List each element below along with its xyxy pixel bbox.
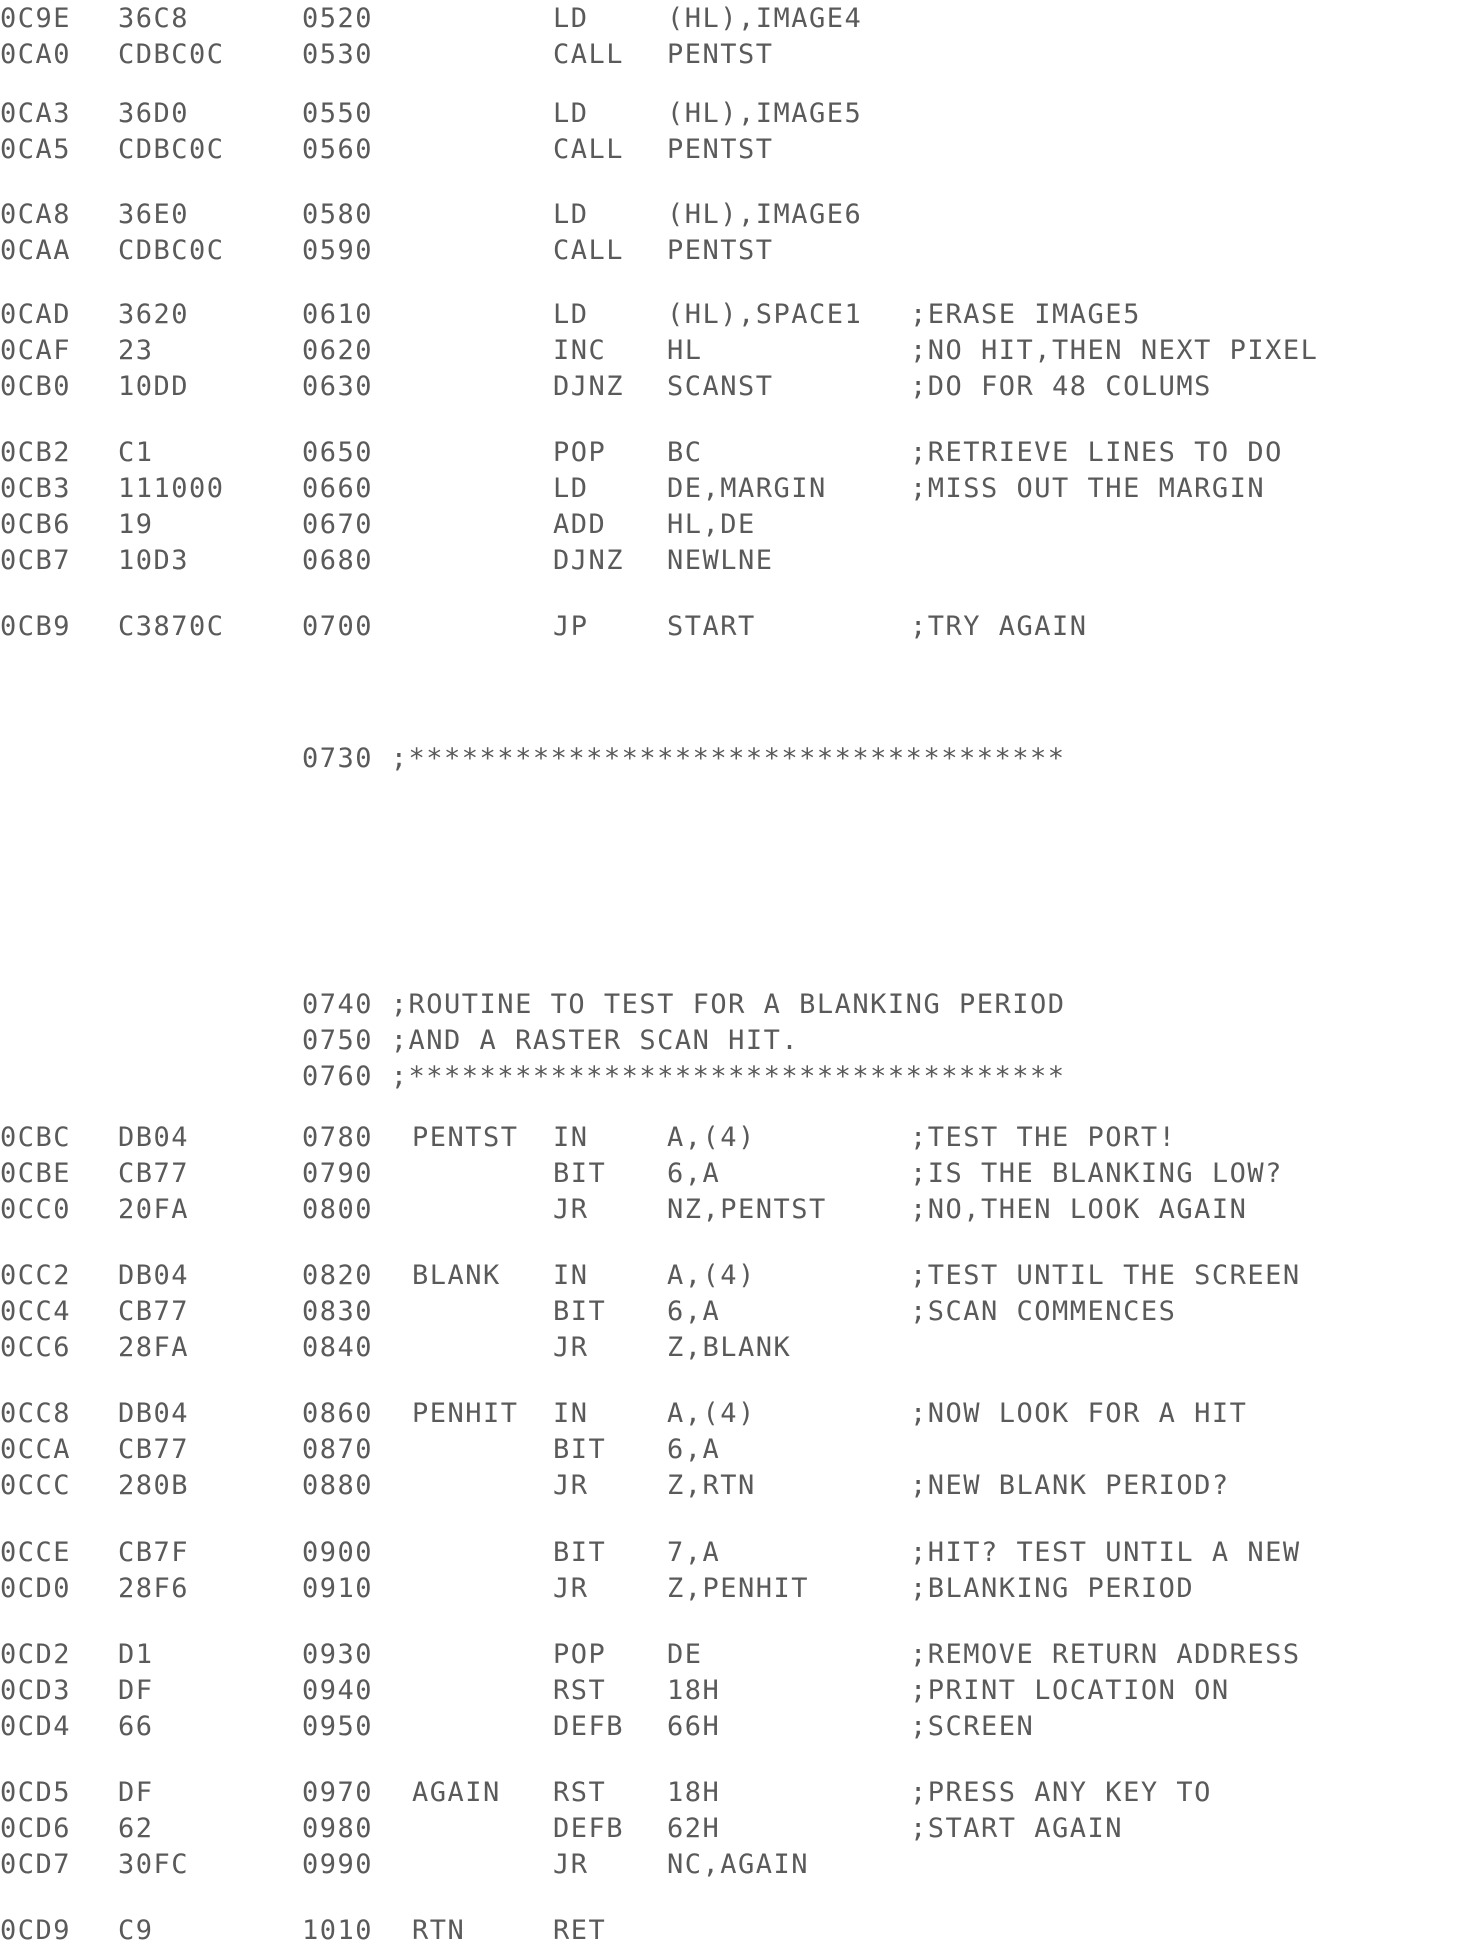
operand: Z,BLANK: [667, 1332, 792, 1363]
operand: 18H: [667, 1675, 721, 1706]
listing-line: [0, 97, 1458, 131]
line-number: 0590: [302, 235, 374, 266]
listing-line: [0, 1710, 1458, 1744]
address: 0CA8: [0, 199, 72, 230]
line-number: 0800: [302, 1194, 374, 1225]
address: 0CD4: [0, 1711, 72, 1742]
address: 0CBE: [0, 1158, 72, 1189]
listing-line: [0, 610, 1458, 644]
address: 0CC0: [0, 1194, 72, 1225]
machine-code: 28F6: [118, 1573, 190, 1604]
opcode: CALL: [553, 235, 625, 266]
line-number: 0820: [302, 1260, 374, 1291]
machine-code: C3870C: [118, 611, 225, 642]
address: 0CA0: [0, 39, 72, 70]
line-number: 0700: [302, 611, 374, 642]
listing-line: [0, 1848, 1458, 1882]
machine-code: 36E0: [118, 199, 190, 230]
machine-code: C9: [118, 1915, 154, 1946]
address: 0CAF: [0, 335, 72, 366]
listing-line: [0, 234, 1458, 268]
machine-code: 36C8: [118, 3, 190, 34]
operand: DE: [667, 1639, 703, 1670]
machine-code: 28FA: [118, 1332, 190, 1363]
operand: 66H: [667, 1711, 721, 1742]
opcode: IN: [553, 1398, 589, 1429]
operand: A,(4): [667, 1398, 756, 1429]
operand: (HL),SPACE1: [667, 299, 863, 330]
address: 0CB0: [0, 371, 72, 402]
opcode: DJNZ: [553, 371, 625, 402]
line-number: 0830: [302, 1296, 374, 1327]
comment: ;SCAN COMMENCES: [910, 1296, 1177, 1327]
label: BLANK: [412, 1260, 501, 1291]
listing-line: [0, 1024, 1458, 1058]
operand: NEWLNE: [667, 545, 774, 576]
opcode: BIT: [553, 1434, 607, 1465]
comment: ;IS THE BLANKING LOW?: [910, 1158, 1283, 1189]
opcode: RST: [553, 1777, 607, 1808]
listing-line: [0, 370, 1458, 404]
comment-line: 0730 ;*************************************: [302, 743, 1066, 774]
operand: HL: [667, 335, 703, 366]
listing-line: [0, 988, 1458, 1022]
line-number: 0580: [302, 199, 374, 230]
listing-line: [0, 1572, 1458, 1606]
operand: A,(4): [667, 1122, 756, 1153]
listing-line: [0, 436, 1458, 470]
machine-code: 36D0: [118, 98, 190, 129]
listing-line: [0, 1674, 1458, 1708]
operand: 7,A: [667, 1537, 721, 1568]
listing-line: [0, 1121, 1458, 1155]
operand: START: [667, 611, 756, 642]
line-number: 0530: [302, 39, 374, 70]
listing-line: [0, 298, 1458, 332]
opcode: IN: [553, 1122, 589, 1153]
comment: ;NO,THEN LOOK AGAIN: [910, 1194, 1248, 1225]
machine-code: DB04: [118, 1398, 190, 1429]
address: 0CD0: [0, 1573, 72, 1604]
machine-code: 30FC: [118, 1849, 190, 1880]
address: 0CB3: [0, 473, 72, 504]
address: 0CD2: [0, 1639, 72, 1670]
address: 0CAD: [0, 299, 72, 330]
operand: PENTST: [667, 235, 774, 266]
comment: ;PRESS ANY KEY TO: [910, 1777, 1212, 1808]
line-number: 0840: [302, 1332, 374, 1363]
opcode: RST: [553, 1675, 607, 1706]
address: 0CB6: [0, 509, 72, 540]
machine-code: 3620: [118, 299, 190, 330]
machine-code: DF: [118, 1675, 154, 1706]
listing-line: [0, 1295, 1458, 1329]
machine-code: 20FA: [118, 1194, 190, 1225]
machine-code: DB04: [118, 1122, 190, 1153]
machine-code: 111000: [118, 473, 225, 504]
machine-code: C1: [118, 437, 154, 468]
machine-code: CDBC0C: [118, 235, 225, 266]
operand: NC,AGAIN: [667, 1849, 810, 1880]
listing-line: [0, 1638, 1458, 1672]
listing-line: [0, 1193, 1458, 1227]
operand: (HL),IMAGE5: [667, 98, 863, 129]
line-number: 0560: [302, 134, 374, 165]
line-number: 0950: [302, 1711, 374, 1742]
address: 0CC8: [0, 1398, 72, 1429]
opcode: CALL: [553, 134, 625, 165]
machine-code: CB77: [118, 1158, 190, 1189]
operand: 6,A: [667, 1434, 721, 1465]
listing-line: [0, 1397, 1458, 1431]
opcode: JR: [553, 1194, 589, 1225]
comment: ;START AGAIN: [910, 1813, 1124, 1844]
address: 0CB9: [0, 611, 72, 642]
operand: A,(4): [667, 1260, 756, 1291]
machine-code: CB77: [118, 1434, 190, 1465]
comment-line: 0740 ;ROUTINE TO TEST FOR A BLANKING PERIOD: [302, 989, 1066, 1020]
comment-line: 0760 ;*************************************: [302, 1061, 1066, 1092]
comment: ;BLANKING PERIOD: [910, 1573, 1195, 1604]
operand: (HL),IMAGE6: [667, 199, 863, 230]
address: 0CD5: [0, 1777, 72, 1808]
line-number: 0520: [302, 3, 374, 34]
address: 0CD7: [0, 1849, 72, 1880]
machine-code: 19: [118, 509, 154, 540]
comment: ;PRINT LOCATION ON: [910, 1675, 1230, 1706]
listing-line: [0, 38, 1458, 72]
listing-line: [0, 1914, 1458, 1948]
opcode: BIT: [553, 1296, 607, 1327]
opcode: JR: [553, 1849, 589, 1880]
address: 0CC2: [0, 1260, 72, 1291]
listing-line: [0, 334, 1458, 368]
comment: ;TEST THE PORT!: [910, 1122, 1177, 1153]
listing-line: [0, 742, 1458, 776]
comment: ;TEST UNTIL THE SCREEN: [910, 1260, 1301, 1291]
operand: SCANST: [667, 371, 774, 402]
listing-line: [0, 1469, 1458, 1503]
line-number: 0970: [302, 1777, 374, 1808]
opcode: DEFB: [553, 1711, 625, 1742]
line-number: 0980: [302, 1813, 374, 1844]
line-number: 0630: [302, 371, 374, 402]
listing-line: [0, 508, 1458, 542]
operand: 6,A: [667, 1158, 721, 1189]
machine-code: 62: [118, 1813, 154, 1844]
line-number: 0790: [302, 1158, 374, 1189]
label: PENHIT: [412, 1398, 519, 1429]
listing-line: [0, 198, 1458, 232]
opcode: LD: [553, 299, 589, 330]
address: 0CC4: [0, 1296, 72, 1327]
line-number: 0990: [302, 1849, 374, 1880]
machine-code: CB7F: [118, 1537, 190, 1568]
machine-code: 10DD: [118, 371, 190, 402]
address: 0CCA: [0, 1434, 72, 1465]
line-number: 1010: [302, 1915, 374, 1946]
listing-line: [0, 1157, 1458, 1191]
comment: ;TRY AGAIN: [910, 611, 1088, 642]
opcode: INC: [553, 335, 607, 366]
machine-code: CDBC0C: [118, 39, 225, 70]
line-number: 0780: [302, 1122, 374, 1153]
opcode: JR: [553, 1573, 589, 1604]
line-number: 0940: [302, 1675, 374, 1706]
machine-code: DF: [118, 1777, 154, 1808]
machine-code: D1: [118, 1639, 154, 1670]
line-number: 0610: [302, 299, 374, 330]
listing-line: [0, 2, 1458, 36]
opcode: DJNZ: [553, 545, 625, 576]
operand: DE,MARGIN: [667, 473, 827, 504]
line-number: 0880: [302, 1470, 374, 1501]
line-number: 0860: [302, 1398, 374, 1429]
opcode: LD: [553, 473, 589, 504]
machine-code: CB77: [118, 1296, 190, 1327]
label: AGAIN: [412, 1777, 501, 1808]
machine-code: 10D3: [118, 545, 190, 576]
opcode: BIT: [553, 1537, 607, 1568]
listing-line: [0, 133, 1458, 167]
address: 0CD6: [0, 1813, 72, 1844]
address: 0CD9: [0, 1915, 72, 1946]
opcode: ADD: [553, 509, 607, 540]
machine-code: 280B: [118, 1470, 190, 1501]
operand: BC: [667, 437, 703, 468]
listing-line: [0, 544, 1458, 578]
opcode: POP: [553, 1639, 607, 1670]
address: 0CD3: [0, 1675, 72, 1706]
listing-line: [0, 472, 1458, 506]
comment: ;MISS OUT THE MARGIN: [910, 473, 1266, 504]
opcode: DEFB: [553, 1813, 625, 1844]
line-number: 0550: [302, 98, 374, 129]
opcode: BIT: [553, 1158, 607, 1189]
opcode: LD: [553, 3, 589, 34]
line-number: 0910: [302, 1573, 374, 1604]
machine-code: CDBC0C: [118, 134, 225, 165]
line-number: 0660: [302, 473, 374, 504]
opcode: IN: [553, 1260, 589, 1291]
label: PENTST: [412, 1122, 519, 1153]
comment: ;NEW BLANK PERIOD?: [910, 1470, 1230, 1501]
address: 0CCE: [0, 1537, 72, 1568]
line-number: 0870: [302, 1434, 374, 1465]
opcode: LD: [553, 199, 589, 230]
machine-code: 23: [118, 335, 154, 366]
comment: ;NOW LOOK FOR A HIT: [910, 1398, 1248, 1429]
address: 0C9E: [0, 3, 72, 34]
line-number: 0620: [302, 335, 374, 366]
operand: HL,DE: [667, 509, 756, 540]
machine-code: 66: [118, 1711, 154, 1742]
address: 0CC6: [0, 1332, 72, 1363]
address: 0CA5: [0, 134, 72, 165]
address: 0CA3: [0, 98, 72, 129]
address: 0CB7: [0, 545, 72, 576]
comment-line: 0750 ;AND A RASTER SCAN HIT.: [302, 1025, 800, 1056]
line-number: 0900: [302, 1537, 374, 1568]
line-number: 0650: [302, 437, 374, 468]
comment: ;SCREEN: [910, 1711, 1035, 1742]
address: 0CAA: [0, 235, 72, 266]
comment: ;ERASE IMAGE5: [910, 299, 1141, 330]
listing-line: [0, 1331, 1458, 1365]
operand: PENTST: [667, 134, 774, 165]
operand: Z,PENHIT: [667, 1573, 810, 1604]
listing-line: [0, 1812, 1458, 1846]
machine-code: DB04: [118, 1260, 190, 1291]
address: 0CB2: [0, 437, 72, 468]
comment: ;NO HIT,THEN NEXT PIXEL: [910, 335, 1319, 366]
line-number: 0680: [302, 545, 374, 576]
line-number: 0930: [302, 1639, 374, 1670]
listing-line: [0, 1776, 1458, 1810]
comment: ;DO FOR 48 COLUMS: [910, 371, 1212, 402]
opcode: JR: [553, 1332, 589, 1363]
address: 0CCC: [0, 1470, 72, 1501]
operand: 18H: [667, 1777, 721, 1808]
opcode: RET: [553, 1915, 607, 1946]
opcode: LD: [553, 98, 589, 129]
operand: 62H: [667, 1813, 721, 1844]
opcode: CALL: [553, 39, 625, 70]
operand: Z,RTN: [667, 1470, 756, 1501]
opcode: POP: [553, 437, 607, 468]
operand: NZ,PENTST: [667, 1194, 827, 1225]
opcode: JP: [553, 611, 589, 642]
operand: (HL),IMAGE4: [667, 3, 863, 34]
label: RTN: [412, 1915, 466, 1946]
comment: ;HIT? TEST UNTIL A NEW: [910, 1537, 1301, 1568]
comment: ;REMOVE RETURN ADDRESS: [910, 1639, 1301, 1670]
listing-line: [0, 1536, 1458, 1570]
line-number: 0670: [302, 509, 374, 540]
listing-line: [0, 1433, 1458, 1467]
address: 0CBC: [0, 1122, 72, 1153]
opcode: JR: [553, 1470, 589, 1501]
operand: 6,A: [667, 1296, 721, 1327]
comment: ;RETRIEVE LINES TO DO: [910, 437, 1283, 468]
operand: PENTST: [667, 39, 774, 70]
listing-line: [0, 1259, 1458, 1293]
listing-line: [0, 1060, 1458, 1094]
